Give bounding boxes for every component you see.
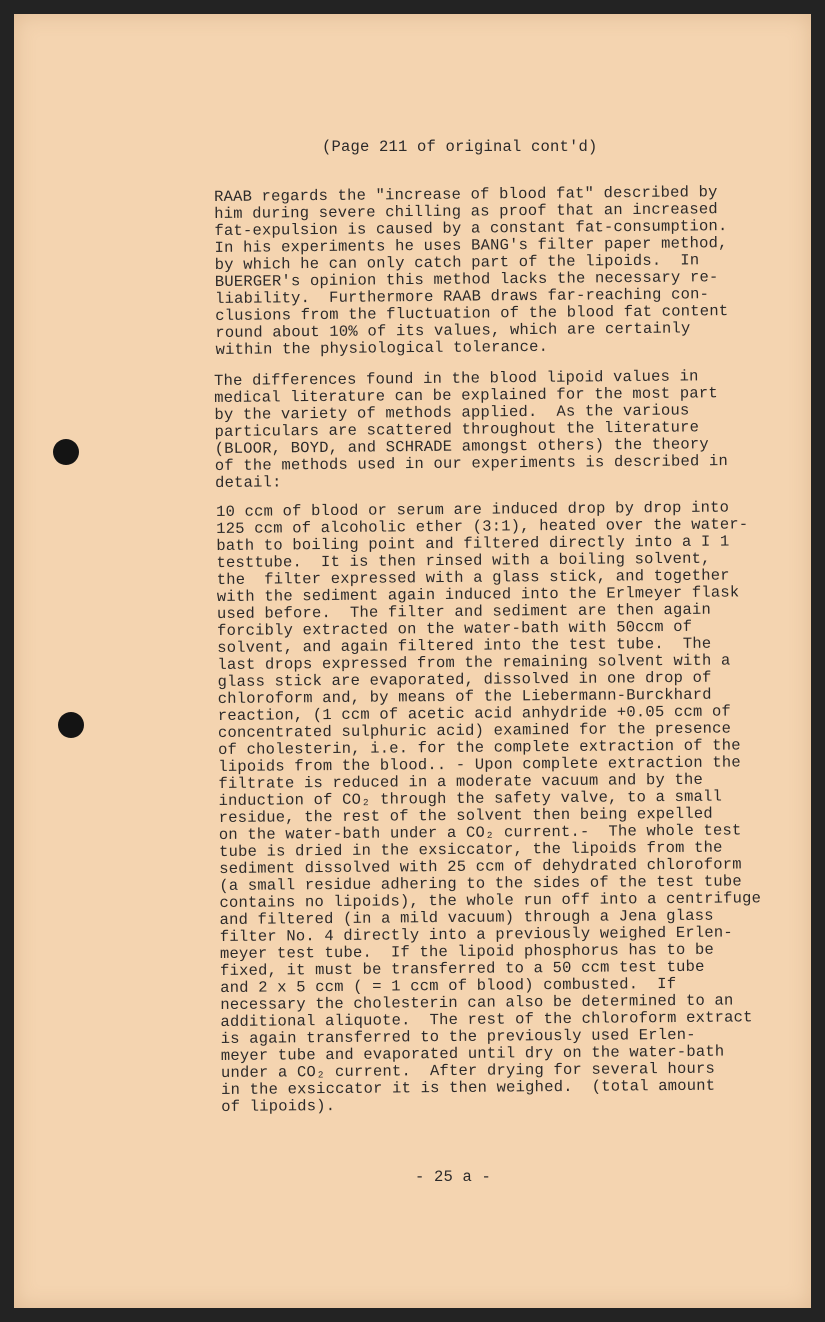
text-line: of the methods used in our experiments is described in <box>214 452 729 475</box>
text-line: In his experiments he uses BANG's filter paper method, <box>214 234 728 257</box>
text-line: medical literature can be explained for the most part <box>214 384 718 407</box>
text-line: of cholesterin, i.e. for the complete extraction of the <box>218 736 741 759</box>
text-line: last drops expressed from the remaining solvent with a <box>217 651 731 674</box>
text-line: residue, the rest of the solvent then being expelled <box>218 804 713 827</box>
text-line: BUERGER's opinion this method lacks the necessary re- <box>214 268 719 291</box>
text-line: the filter expressed with a glass stick, and together <box>216 566 730 589</box>
text-line: (BLOOR, BOYD, and SCHRADE amongst others) the theory <box>214 435 709 458</box>
text-line: within the physiological tolerance. <box>215 337 549 359</box>
text-line: fat-expulsion is caused by a constant fat-consumption. <box>214 217 728 240</box>
punch-hole <box>58 712 84 738</box>
text-line: by which he can only catch part of the lipoids. In <box>214 251 700 274</box>
paragraph-raab-blood-fat <box>214 184 786 359</box>
text-line: him during severe chilling as proof that an increased <box>214 200 718 223</box>
text-line: RAAB regards the "increase of blood fat" described by <box>213 183 718 206</box>
text-line: tube is dried in the exsiccator, the lipoids from the <box>218 838 723 861</box>
text-line: concentrated sulphuric acid) examined for the presence <box>217 719 732 742</box>
text-line: on the water-bath under a CO₂ current.- The whole test <box>218 821 742 844</box>
text-line: necessary the cholesterin can also be determined to an <box>220 991 734 1014</box>
text-line: reaction, (1 ccm of acetic acid anhydride +0.05 ccm of <box>217 702 732 725</box>
text-line: testtube. It is then rinsed with a boiling solvent, <box>216 549 711 572</box>
paragraph-lipoid-differences <box>214 368 785 492</box>
text-line: used before. The filter and sediment are then again <box>216 600 712 623</box>
typewritten-page <box>14 14 811 1308</box>
page-number: - 25 a - <box>415 1168 492 1186</box>
text-line: and filtered (in a mild vacuum) through a Jena glass <box>219 906 714 929</box>
text-line: (a small residue adhering to the sides of the test tube <box>219 872 742 895</box>
text-line: sediment dissolved with 25 ccm of dehydrated chloroform <box>219 855 742 878</box>
text-line: forcibly extracted on the water-bath with 50ccm of <box>217 617 693 640</box>
text-line: in the exsiccator it is then weighed. (total amount <box>221 1076 716 1099</box>
text-line: by the variety of methods applied. As the various <box>214 401 690 424</box>
text-line: lipoids from the blood.. - Upon complete extraction the <box>218 753 741 776</box>
text-line: glass stick are evaporated, dissolved in one drop of <box>217 668 712 691</box>
text-line: is again transferred to the previously used Erlen- <box>220 1025 696 1048</box>
text-line: contains no lipoids), the whole run off into a centrifuge <box>219 889 762 912</box>
text-line: additional aliquote. The rest of the chloroform extract <box>220 1008 753 1031</box>
text-line: 125 ccm of alcoholic ether (3:1), heated over the water- <box>216 515 749 538</box>
text-line: solvent, and again filtered into the test tube. The <box>217 634 712 657</box>
text-line: round about 10% of its values, which are certainly <box>215 319 691 342</box>
text-line: induction of CO₂ through the safety valve, to a small <box>218 787 723 810</box>
text-line: and 2 x 5 ccm ( = 1 ccm of blood) combusted. If <box>220 975 677 997</box>
punch-hole <box>53 439 79 465</box>
text-line: meyer test tube. If the lipoid phosphorus has to be <box>219 940 715 963</box>
text-line: with the sediment again induced into the Erlmeyer flask <box>216 583 740 606</box>
paragraph-method-description <box>216 499 791 1116</box>
text-line: filtrate is reduced in a moderate vacuum and by the <box>218 770 704 793</box>
page-header: (Page 211 of original cont'd) <box>322 138 598 156</box>
text-line: bath to boiling point and filtered directly into a I 1 <box>216 532 730 555</box>
text-line: fixed, it must be transferred to a 50 ccm test tube <box>219 957 705 980</box>
text-line: 10 ccm of blood or serum are induced drop by drop into <box>215 498 730 521</box>
text-line: particulars are scattered throughout the literature <box>214 418 700 441</box>
text-line: of lipoids). <box>221 1096 336 1116</box>
text-line: The differences found in the blood lipoid values in <box>213 367 699 390</box>
text-line: detail: <box>214 473 282 492</box>
text-line: clusions from the fluctuation of the blood fat content <box>215 302 729 325</box>
text-line: liability. Furthermore RAAB draws far-reaching con- <box>214 285 710 308</box>
text-line: under a CO₂ current. After drying for several hours <box>220 1059 716 1082</box>
text-line: filter No. 4 directly into a previously weighed Erlen- <box>219 923 733 946</box>
text-line: meyer tube and evaporated until dry on the water-bath <box>220 1042 725 1065</box>
text-line: chloroform and, by means of the Liebermann-Burckhard <box>217 685 712 708</box>
